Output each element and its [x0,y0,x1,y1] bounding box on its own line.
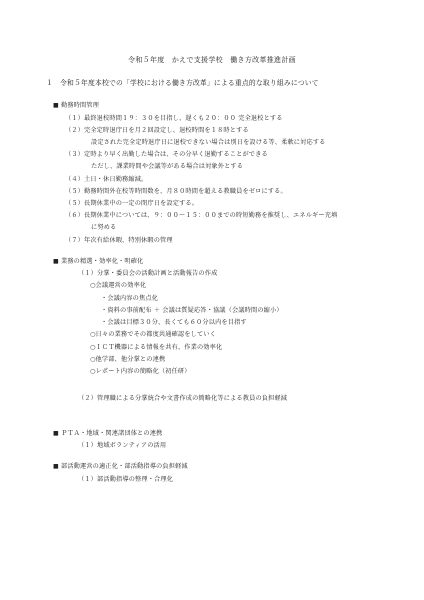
sub-item: ○ＩＣＴ機器による情報を共有、作業の効率化 [90,344,223,351]
section-title-workload: ■ 業務の精選・効率化・明確化 [53,258,144,265]
sub-item: ○日々の業務でその都度共通確認をしていく [90,331,216,338]
square-bullet-icon: ■ [53,258,59,265]
section-title-club: ■ 部活動運営の適正化・部活動指導の負担軽減 [53,463,188,470]
heading-number: １ [46,79,53,87]
section-title-pta: ■ ＰＴＡ・地域・関連諸団体との連携 [53,430,163,437]
list-item: （２）管理職による分掌統合や文書作成の簡略化等による教員の負担軽減 [78,395,288,402]
list-item-continuation: ただし、課業時間や会議等がある場合は対象外とする [91,163,244,170]
sub-sub-item: ・会議は目標３０分、長くても６０分以内を目指す [101,319,247,326]
list-item: （５）長期休業中の一定の閉庁日を設定する。 [65,200,199,207]
list-item: （７）年次有給休暇、特別休暇の管理 [65,237,173,244]
list-item: （３）定時より早く出勤した場合は、その分早く退勤することができる [65,151,268,158]
sub-item: ○会議運営の効率化 [90,282,147,289]
list-item-continuation: 設定された完全定時退庁日に退校できない場合は別日を設ける等、柔軟に対応する [91,139,326,146]
document-title: 令和５年度 かえで支援学校 働き方改革推進計画 [128,56,296,64]
list-item-continuation: に努める [91,224,117,231]
square-bullet-icon: ■ [53,430,59,437]
sub-item: ○他学部、他分掌との連携 [90,356,166,363]
square-bullet-icon: ■ [53,463,59,470]
list-item: （１）地域ボランティアの活用 [78,442,167,449]
square-bullet-icon: ■ [53,102,59,109]
list-item: （１）部活動指導の整理・合理化 [78,476,174,483]
list-item: （４）土日・休日勤務縮減。 [65,176,148,183]
list-item: （１）分掌・委員会の活動計画と活動報告の作成 [78,270,218,277]
heading-text: 令和５年度本校での「学校における働き方改革」による重点的な取り組みについて [60,79,319,87]
sub-item: ○レポート内容の簡略化（初任研） [90,368,191,375]
list-item: （６）長期休業中については、９：００〜１５：００までの時短勤務を推奨し、エネルギー充填 [65,212,338,219]
list-item: （５）勤務時間外在校等時間数を、月８０時間を超える教職員をゼロにする。 [65,188,287,195]
section-heading [46,80,319,87]
list-item: （１）最終退校時間１９：３０を目指し、遅くも２０：００ 完全退校とする [65,115,283,122]
section-title-attendance: ■ 勤務時間管理 [53,102,100,109]
sub-sub-item: ・資料の事前配布 ＋ 会議は質疑応答・協議（会議時間の縮小） [101,307,283,314]
sub-sub-item: ・会議内容の焦点化 [101,295,159,302]
list-item: （２）完全定時退庁日を月２回設定し、退校時間を１８時とする [65,127,249,134]
